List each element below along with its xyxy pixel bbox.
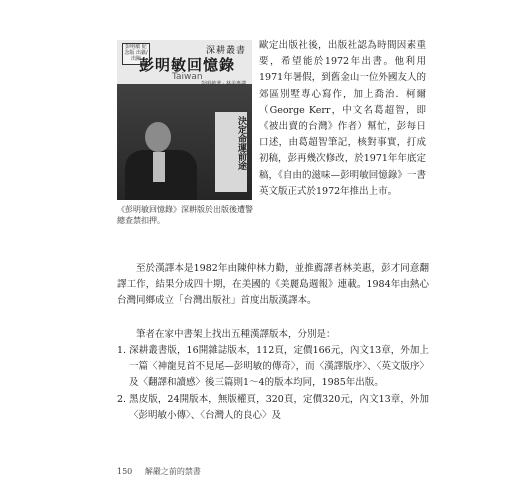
page-number: 150 (117, 467, 133, 476)
edition-list (117, 343, 429, 424)
cover-badge: 彭明敏 紀念版 出獄/出險 (122, 43, 150, 65)
cover-series-label: 深耕叢書 (205, 46, 246, 56)
cover-title: 彭明敏回憶錄 (139, 56, 236, 74)
page-footer (117, 466, 201, 477)
signboard-text: 決定命運前途 (236, 116, 246, 170)
photo-person-head (145, 122, 171, 152)
paragraph-1: 歐定出版社後，出版社認為時間因素重要，希望能於1972年出書。他利用1971年暑假，到舊金山一位外國友人的郊區別墅專心寫作，加上喬治．柯爾（George Kerr，中文名葛超智，即《被出賣的台灣》作者）幫忙，彭每日口述，由葛超智筆記，核對事實，打成初稿，彭再幾次修改，於1971年年底定稿，《自由的滋味—彭明敏回憶錄》一書英文版正式於1972年推出上市。 (259, 40, 426, 197)
list-item: 1. 深耕叢書版，16開雜誌版本，112頁，定價166元，內文13章，外加上一篇〈神龍見首不見尾—彭明敏的傳奇〉，而〈漢譯版序〉、〈英文版序〉及〈翻譯和讀感〉後三篇則1～4的版本均同，1985年出版。 (117, 345, 429, 389)
cover-subtitle: 彭明敏著 · 林美惠譯 (201, 81, 246, 87)
paragraph-3: 筆者在家中書架上找出五種漢譯版本，分別是： (136, 329, 336, 340)
list-item: 2. 黑皮版，24開版本，無版權頁，320頁，定價320元，內文13章，外加〈彭明敏小傳〉、〈台灣人的良心〉及 (117, 393, 429, 421)
photo-person-shirt (153, 152, 165, 182)
book-cover-photo (117, 40, 252, 200)
cover-english-title: Taiwan (172, 72, 203, 82)
paragraph-2: 至於漢譯本是1982年由陳仲林力勸，並推薦譯者林美惠，彭才同意翻譯工作，結果分成四十期，在美國的《美麗島週報》連載。1984年由熱心台灣同鄉成立「台灣出版社」首度出版漢譯本。 (117, 263, 429, 307)
photo-caption: 《彭明敏回憶錄》深耕版於出版後遭警總查禁扣押。 (117, 205, 253, 225)
running-title: 解嚴之前的禁書 (144, 467, 201, 476)
